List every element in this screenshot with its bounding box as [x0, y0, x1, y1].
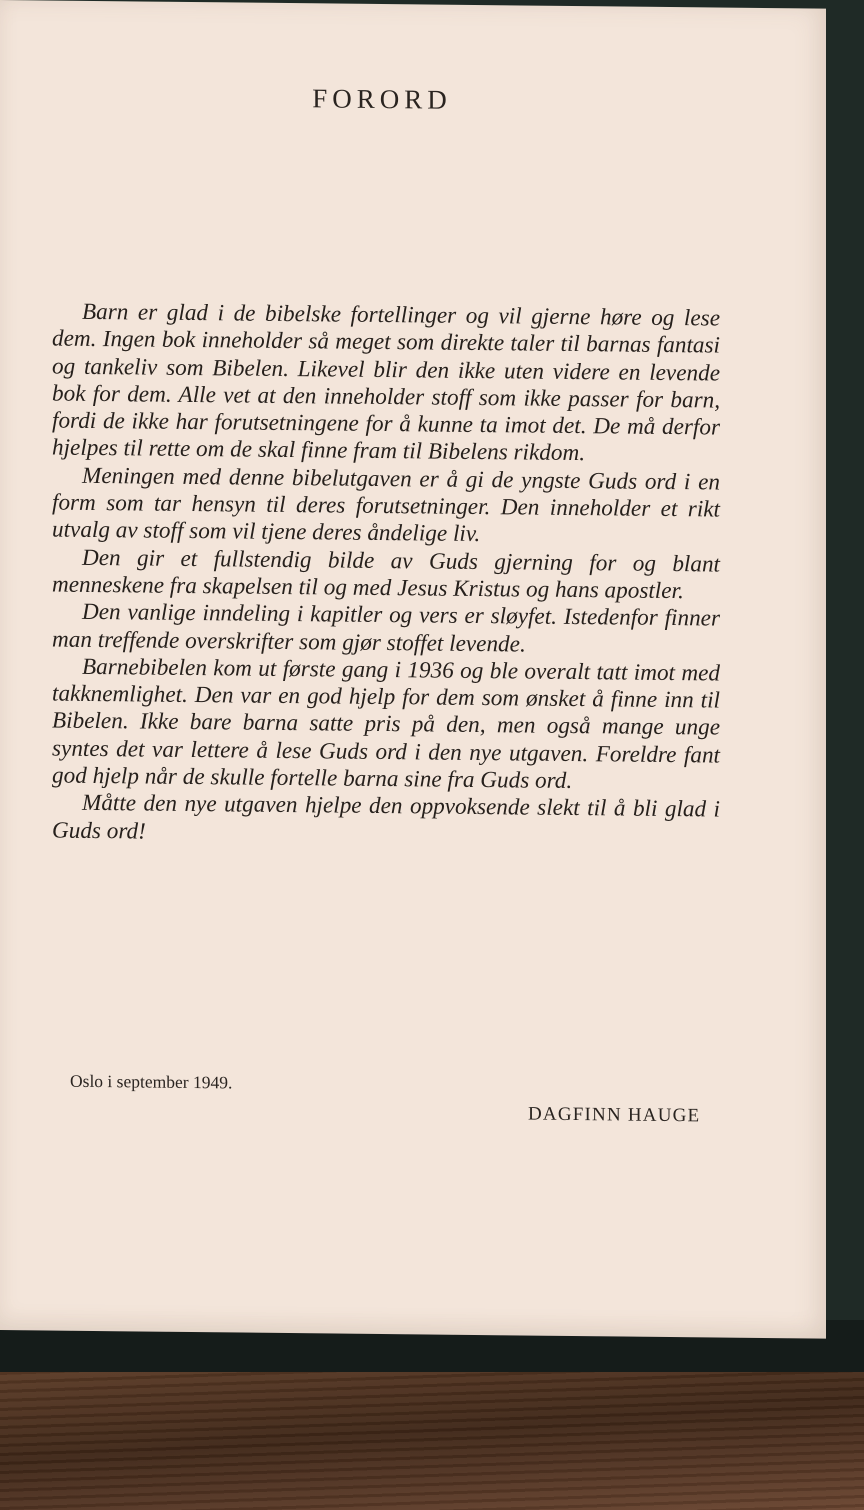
author-signature: DAGFINN HAUGE [528, 1103, 701, 1127]
paragraph: Barn er glad i de bibelske fortellinger og vil gjerne høre og lese dem. Ingen bok inneholder så meget som direkte taler til barnas fantasi og tankeliv som Bibelen. Likevel blir den ikke uten videre en levende bok for dem. Alle vet at den inneholder stoff som ikke passer for barn, fordi de ikke har forutsetningene for å kunne ta imot det. De må derfor hjelpes til rette om de skal finne fram til Bibelens rikdom. [52, 298, 720, 467]
paragraph: Barnebibelen kom ut første gang i 1936 og ble overalt tatt imot med takknemlighet. Den var en god hjelp for dem som ønsket å finne inn til Bibelen. Ikke bare barna satte pris på den, men også mange unge syntes det var lettere å lese Guds ord i den nye utgaven. Foreldre fant god hjelp når de skulle fortelle barna sine fra Guds ord. [52, 653, 720, 795]
wood-grain [0, 1372, 864, 1510]
foreword-body [52, 299, 720, 852]
page-heading: FORORD [312, 83, 452, 115]
paragraph: Meningen med denne bibelutgaven er å gi de yngste Guds ord i en form som tar hensyn til deres forutsetninger. Den inneholder et rikt utvalg av stoff som vil tjene deres åndelige liv. [52, 462, 720, 548]
paragraph: Den vanlige inndeling i kapitler og vers er sløyfet. Istedenfor finner man treffende overskrifter som gjør stoffet levende. [52, 599, 720, 658]
paragraph: Den gir et fullstendig bilde av Guds gjerning for og blant menneskene fra skapelsen til og med Jesus Kristus og hans apostler. [52, 544, 720, 605]
paragraph: Måtte den nye utgaven hjelpe den oppvoksende slekt til å bli glad i Guds ord! [52, 790, 720, 845]
place-date: Oslo i september 1949. [70, 1070, 233, 1093]
